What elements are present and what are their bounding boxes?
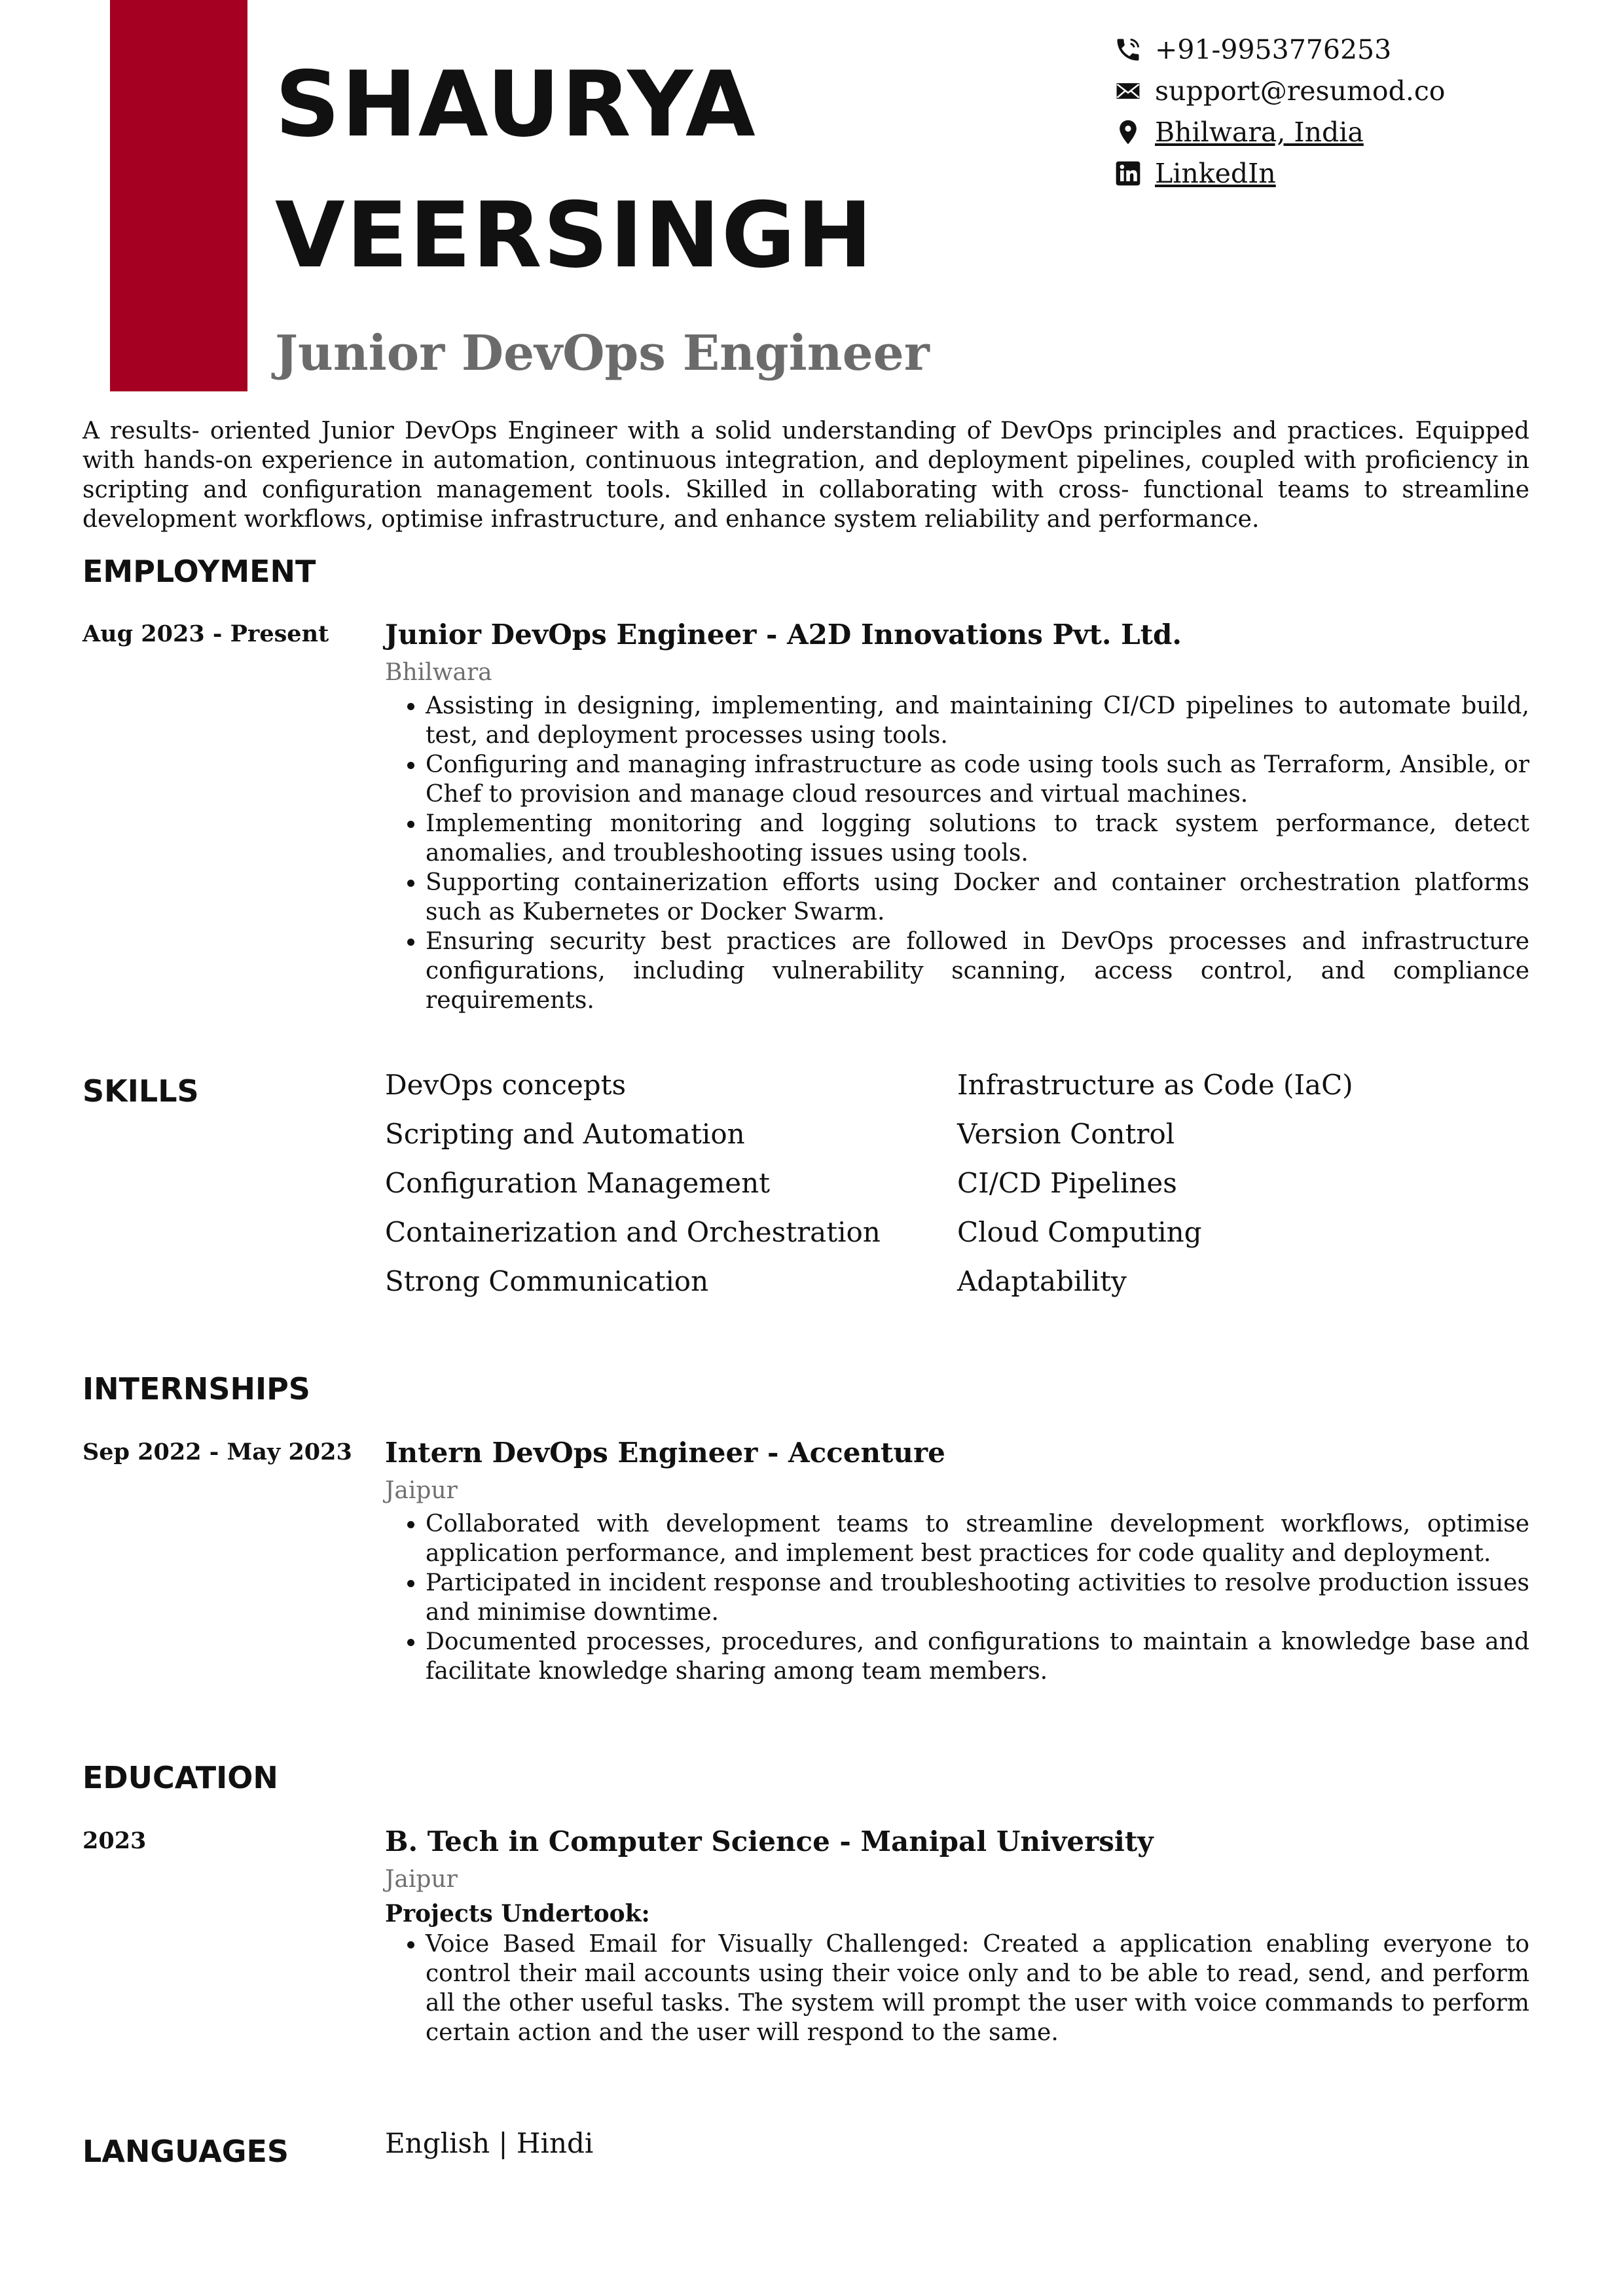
education-location: Jaipur <box>385 1866 458 1893</box>
list-item: • Voice Based Email for Visually Challenged: Created a application enabling everyone to control their mail accounts using their voice only and to be able to read, send, and perform all the other useful tasks. The system will prompt the user with voice commands to perform certain action and the user will respond to the same. <box>426 1929 1529 2047</box>
skill-item: Configuration Management <box>385 1167 771 1199</box>
education-entry <box>385 1822 1529 2047</box>
skill-item: CI/CD Pipelines <box>957 1167 1177 1199</box>
languages-list: English | Hindi <box>385 2127 594 2159</box>
internship-location: Jaipur <box>385 1477 458 1504</box>
linkedin-link[interactable]: LinkedIn <box>1155 157 1276 189</box>
email-address[interactable]: support@resumod.co <box>1155 75 1446 107</box>
job-title: Junior DevOps Engineer <box>275 325 930 382</box>
internship-entry <box>385 1433 1529 1686</box>
list-item: • Supporting containerization efforts using Docker and container orchestration platforms such as Kubernetes or Docker Swarm. <box>426 868 1529 927</box>
name-last: VEERSINGH <box>275 183 874 288</box>
contact-email <box>1113 70 1571 111</box>
employment-date: Aug 2023 - Present <box>82 620 329 647</box>
skill-item: Scripting and Automation <box>385 1118 745 1150</box>
contact-block <box>1113 29 1571 194</box>
languages-heading: LANGUAGES <box>82 2134 289 2169</box>
list-item: • Participated in incident response and troubleshooting activities to resolve production issues and minimise downtime. <box>426 1568 1529 1627</box>
skill-item: Containerization and Orchestration <box>385 1216 881 1248</box>
skills-heading: SKILLS <box>82 1073 199 1109</box>
list-item: • Assisting in designing, implementing, and maintaining CI/CD pipelines to automate build, test, and deployment processes using tools. <box>426 691 1529 750</box>
profile-summary: A results- oriented Junior DevOps Engineer with a solid understanding of DevOps principles and practices. Equipped with hands-on experience in automation, continuous integration, and deployment pipelines, coupled with proficiency in scripting and configuration management tools. Skilled in collaborating with cross- functional teams to streamline development workflows, optimise infrastructure, and enhance system reliability and performance. <box>82 418 1529 533</box>
employment-location: Bhilwara <box>385 659 492 686</box>
list-item: • Implementing monitoring and logging solutions to track system performance, detect anomalies, and troubleshooting issues using tools. <box>426 809 1529 868</box>
employment-heading: EMPLOYMENT <box>82 554 316 589</box>
skill-item: Adaptability <box>957 1265 1127 1297</box>
contact-linkedin <box>1113 152 1571 194</box>
employment-title: Junior DevOps Engineer - A2D Innovations Pvt. Ltd. <box>385 619 1182 651</box>
skill-item: Cloud Computing <box>957 1216 1202 1248</box>
employment-entry <box>385 615 1529 1015</box>
education-date: 2023 <box>82 1827 147 1854</box>
linkedin-icon <box>1113 158 1143 188</box>
header-accent-bar <box>110 0 247 391</box>
internships-heading: INTERNSHIPS <box>82 1371 310 1407</box>
map-pin-icon <box>1113 117 1143 147</box>
education-heading: EDUCATION <box>82 1760 278 1795</box>
projects-label: Projects Undertook: <box>385 1900 650 1928</box>
location-link[interactable]: Bhilwara, India <box>1155 116 1364 148</box>
phone-number[interactable]: +91-9953776253 <box>1155 33 1392 65</box>
contact-phone <box>1113 29 1571 70</box>
internship-title: Intern DevOps Engineer - Accenture <box>385 1437 945 1469</box>
list-item: • Configuring and managing infrastructure as code using tools such as Terraform, Ansible, or Chef to provision and manage cloud resources and virtual machines. <box>426 750 1529 809</box>
employment-bullets <box>385 691 1529 1015</box>
education-bullets <box>385 1929 1529 2047</box>
skill-item: Strong Communication <box>385 1265 709 1297</box>
internship-bullets <box>385 1509 1529 1686</box>
list-item: • Collaborated with development teams to streamline development workflows, optimise application performance, and implement best practices for code quality and deployment. <box>426 1509 1529 1568</box>
list-item: • Ensuring security best practices are followed in DevOps processes and infrastructure configurations, including vulnerability scanning, access control, and compliance requirements. <box>426 927 1529 1015</box>
skills-grid <box>385 1060 1529 1306</box>
education-title: B. Tech in Computer Science - Manipal University <box>385 1825 1154 1857</box>
skill-item: Version Control <box>957 1118 1175 1150</box>
envelope-icon <box>1113 76 1143 106</box>
contact-location <box>1113 111 1571 152</box>
candidate-name <box>275 39 874 301</box>
skill-item: Infrastructure as Code (IaC) <box>957 1069 1353 1101</box>
phone-icon <box>1113 35 1143 65</box>
skill-item: DevOps concepts <box>385 1069 627 1101</box>
list-item: • Documented processes, procedures, and configurations to maintain a knowledge base and facilitate knowledge sharing among team members. <box>426 1627 1529 1686</box>
internship-date: Sep 2022 - May 2023 <box>82 1439 352 1465</box>
name-first: SHAURYA <box>275 52 757 157</box>
